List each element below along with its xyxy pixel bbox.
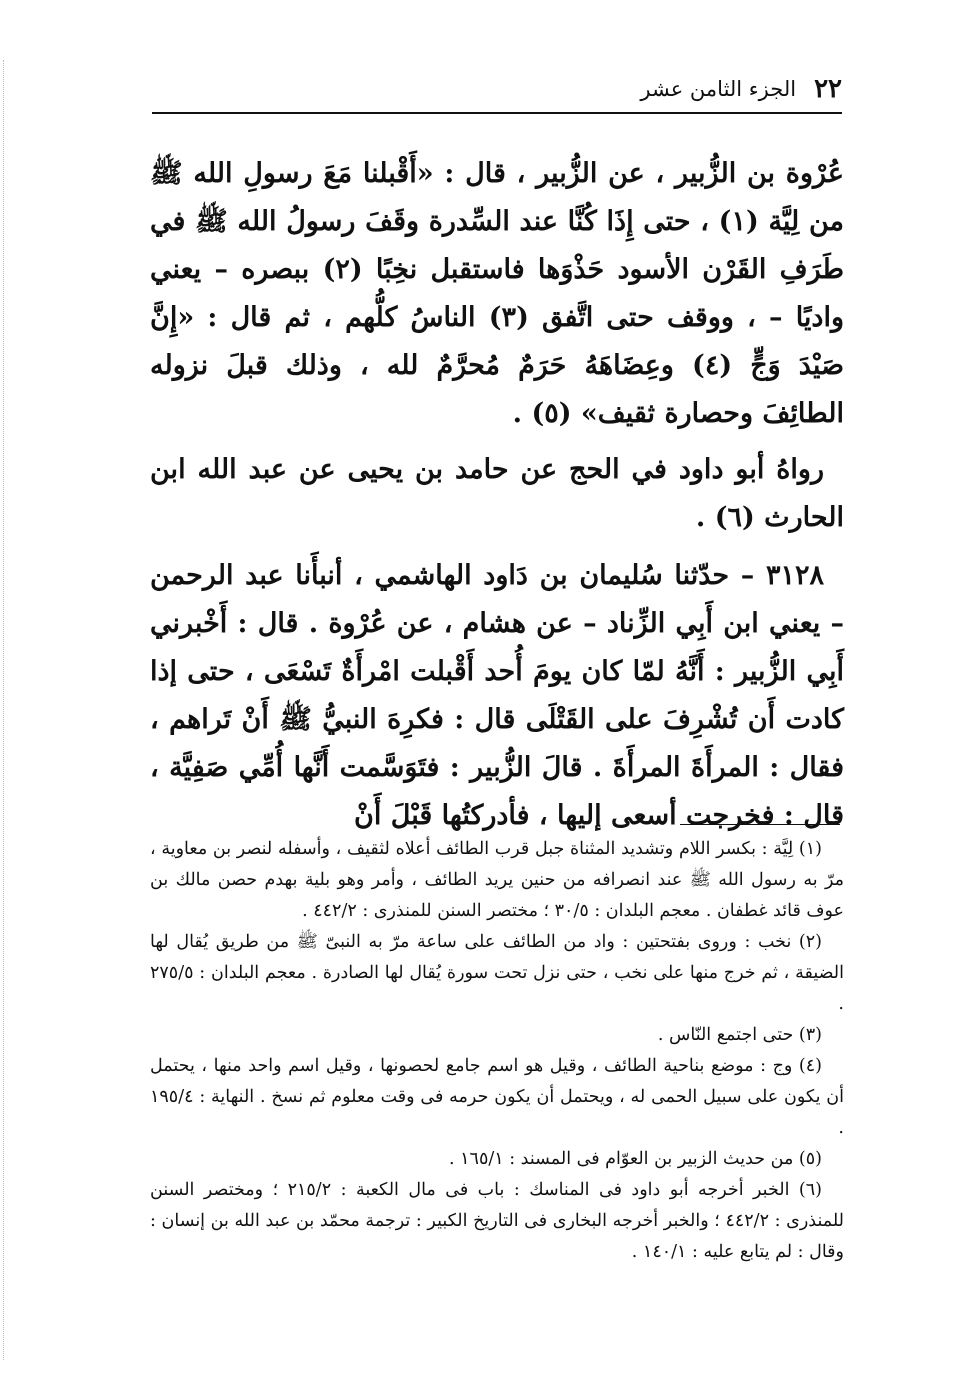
main-paragraph: ٣١٢٨ – حدّثنا سُليمان بن دَاود الهاشمي ، أنبأَنا عبد الرحمن – يعني ابن أَبِي الزِّناد – عن هشام ، عن عُرْوة . قال : أَخْبرني أَبِي الزُّبير : أَنَّهُ لمّا كان يومَ أُحد أَقْبلت امْرأَةٌ تَسْعَى ، حتى إذا كادت أَن تُشْرِفَ على القَتْلَى قال : فكرِهَ النبيُّ ﷺ أَنْ تَراهم ، فقال : المرأَةَ المرأَةَ . قالَ الزُّبير : فتَوَسَّمت أَنَّها أُمِّي صَفِيَّة ، قال : فخرجت أسعى إليها ، فأدركتُها قَبْلَ أَنْ bbox=[150, 560, 844, 831]
footnote: (٤) وج : موضع بناحية الطائف ، وقيل هو اسم جامع لحصونها ، وقيل اسم واحد منها ، يحتمل أن يكون على سبيل الحمى له ، ويحتمل أن يكون حرمه فى وقت معلوم ثم نسخ . النهاية : ١٩٥/٤ . bbox=[150, 1056, 844, 1138]
footnotes bbox=[150, 834, 844, 1268]
running-header bbox=[152, 72, 842, 106]
main-paragraph: عُرْوة بن الزُّبير ، عن الزُّبير ، قال : «أَقْبلنا مَعَ رسولِ الله ﷺ من لِيَّة (١) ، حتى إِذَا كُنَّا عند السِّدرة وقَفَ رسولُ الله ﷺ في طَرَفِ القَرْن الأسود حَذْوَها فاستقبل نخِبًا (٢) ببصره – يعني واديًا – ، ووقف حتى اتَّفق (٣) الناسُ كلُّهم ، ثم قال : «إِنَّ صَيْدَ وَجٍّ (٤) وعِضَاهَهُ حَرَمٌ مُحرَّمٌ لله ، وذلك قبلَ نزوله الطائِفَ وحصارة ثقيف» (٥) . bbox=[150, 158, 845, 429]
footnote: (٦) الخبر أخرجه أبو داود فى المناسك : باب فى مال الكعبة : ٢١٥/٢ ؛ ومختصر السنن للمنذرى : ٤٤٢/٢ ؛ والخبر أخرجه البخارى فى التاريخ الكبير : ترجمة محمّد بن عبد الله بن إنسان : وقال : لم يتابع عليه : ١٤٠/١ . bbox=[150, 1180, 844, 1262]
part-title: الجزء الثامن عشر bbox=[640, 77, 797, 101]
main-paragraph: رواهُ أبو داود في الحج عن حامد بن يحيى عن عبد الله ابن الحارث (٦) . bbox=[150, 454, 844, 533]
footnote: (٥) من حديث الزبير بن العوّام فى المسند : ١٦٥/١ . bbox=[449, 1149, 822, 1169]
footnote-separator bbox=[680, 824, 840, 825]
page-number: ٢٢ bbox=[814, 74, 842, 104]
footnote: (٢) نخب : وروى بفتحتين : واد من الطائف على ساعة مرّ به النبىّ ﷺ من طريق يُقال لها الضيقة ، ثم خرج منها على نخب ، حتى نزل تحت سورة يُقال لها الصادرة . معجم البلدان : ٢٧٥/٥ . bbox=[150, 932, 844, 1014]
main-text bbox=[150, 150, 844, 840]
header-rule bbox=[152, 112, 842, 114]
footnote: (١) لِيَّة : بكسر اللام وتشديد المثناة جبل قرب الطائف أعلاه لثقيف ، وأسفله لنصر بن معاوية ، مرّ به رسول الله ﷺ عند انصرافه من حنين يريد الطائف ، وأمر وهو بلية بهدم حصن مالك بن عوف قائد غطفان . معجم البلدان : ٣٠/٥ ؛ مختصر السنن للمنذرى : ٤٤٢/٢ . bbox=[150, 839, 844, 921]
footnote: (٣) حتى اجتمع النّاس . bbox=[657, 1025, 822, 1045]
scan-margin-dots bbox=[3, 60, 4, 1360]
